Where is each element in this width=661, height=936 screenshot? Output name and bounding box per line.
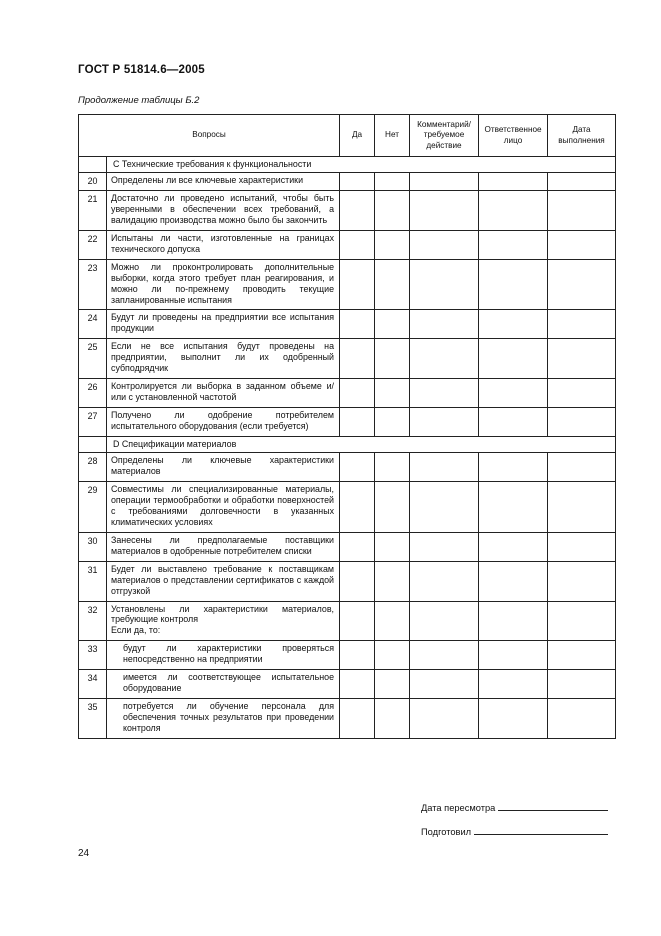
comment-cell (410, 481, 479, 532)
responsible-cell (479, 641, 548, 670)
table-row (79, 453, 616, 482)
answer-yes-cell (340, 532, 375, 561)
row-number: 26 (79, 379, 107, 408)
comment-cell (410, 641, 479, 670)
responsible-cell (479, 601, 548, 641)
answer-yes-cell (340, 670, 375, 699)
table-row (79, 310, 616, 339)
answer-no-cell (375, 670, 410, 699)
comment-cell (410, 670, 479, 699)
date-cell (548, 670, 616, 699)
responsible-cell (479, 379, 548, 408)
answer-yes-cell (340, 339, 375, 379)
table-row (79, 641, 616, 670)
comment-cell (410, 532, 479, 561)
question-text: Можно ли проконтролировать дополнительные выборки, когда этого требует план реагирования, и можно ли по-прежнему проводить текущие запланированные испытания (107, 259, 340, 310)
row-number: 21 (79, 190, 107, 230)
answer-yes-cell (340, 699, 375, 739)
prepared-by-label: Подготовил (421, 827, 472, 837)
answer-no-cell (375, 699, 410, 739)
document-title: ГОСТ Р 51814.6—2005 (78, 64, 205, 76)
question-text: Будут ли проведены на предприятии все испытания продукции (107, 310, 340, 339)
date-cell (548, 641, 616, 670)
responsible-cell (479, 481, 548, 532)
date-cell (548, 310, 616, 339)
section-row-c (79, 157, 616, 173)
question-text: Если не все испытания будут проведены на предприятии, выполнит ли их одобренный субподрядчик (107, 339, 340, 379)
answer-no-cell (375, 172, 410, 190)
question-text: будут ли характеристики проверяться непосредственно на предприятии (107, 641, 340, 670)
table-row (79, 670, 616, 699)
comment-cell (410, 408, 479, 437)
page-number: 24 (78, 848, 90, 859)
question-text: Будет ли выставлено требование к поставщикам материалов о представлении сертификатов с каждой отгрузкой (107, 561, 340, 601)
question-text: Определены ли ключевые характеристики материалов (107, 453, 340, 482)
table-row (79, 408, 616, 437)
row-number: 27 (79, 408, 107, 437)
date-cell (548, 172, 616, 190)
table-row (79, 259, 616, 310)
date-cell (548, 699, 616, 739)
table-row (79, 339, 616, 379)
answer-yes-cell (340, 190, 375, 230)
date-cell (548, 339, 616, 379)
date-cell (548, 230, 616, 259)
comment-cell (410, 190, 479, 230)
answer-no-cell (375, 379, 410, 408)
answer-no-cell (375, 561, 410, 601)
table-header-row (79, 115, 616, 157)
comment-cell (410, 379, 479, 408)
question-text: Контролируется ли выборка в заданном объеме и/или с установленной частотой (107, 379, 340, 408)
responsible-cell (479, 259, 548, 310)
answer-no-cell (375, 453, 410, 482)
question-text-main: Установлены ли характеристики материалов, требующие контроля (111, 603, 335, 625)
answer-yes-cell (340, 641, 375, 670)
comment-cell (410, 310, 479, 339)
section-title: С Технические требования к функциональности (107, 157, 616, 173)
answer-yes-cell (340, 172, 375, 190)
header-comment: Комментарий/ требуемое действие (410, 115, 479, 157)
section-row-d (79, 437, 616, 453)
answer-no-cell (375, 339, 410, 379)
checklist-table (78, 114, 616, 739)
date-cell (548, 190, 616, 230)
row-number: 23 (79, 259, 107, 310)
row-number: 31 (79, 561, 107, 601)
responsible-cell (479, 310, 548, 339)
responsible-cell (479, 561, 548, 601)
responsible-cell (479, 532, 548, 561)
header-yes: Да (340, 115, 375, 157)
row-number: 34 (79, 670, 107, 699)
responsible-cell (479, 408, 548, 437)
row-number: 35 (79, 699, 107, 739)
header-no: Нет (375, 115, 410, 157)
row-number (79, 157, 107, 173)
answer-no-cell (375, 641, 410, 670)
answer-yes-cell (340, 408, 375, 437)
answer-no-cell (375, 230, 410, 259)
row-number: 25 (79, 339, 107, 379)
row-number: 28 (79, 453, 107, 482)
table-row (79, 699, 616, 739)
comment-cell (410, 259, 479, 310)
question-text: Достаточно ли проведено испытаний, чтобы быть уверенными в обеспечении всех требований, а валидацию производства можно было бы закончить (107, 190, 340, 230)
answer-yes-cell (340, 259, 375, 310)
question-text: Получено ли одобрение потребителем испытательного оборудования (если требуется) (107, 408, 340, 437)
answer-yes-cell (340, 453, 375, 482)
question-text: потребуется ли обучение персонала для обеспечения точных результатов при проведении контроля (107, 699, 340, 739)
table-row (79, 190, 616, 230)
header-questions: Вопросы (79, 115, 340, 157)
comment-cell (410, 561, 479, 601)
row-number: 24 (79, 310, 107, 339)
question-text (107, 601, 340, 641)
date-cell (548, 259, 616, 310)
answer-no-cell (375, 532, 410, 561)
table-row (79, 379, 616, 408)
question-text-followup: Если да, то: (111, 625, 161, 636)
answer-no-cell (375, 481, 410, 532)
date-cell (548, 481, 616, 532)
answer-no-cell (375, 408, 410, 437)
row-number: 30 (79, 532, 107, 561)
row-number (79, 437, 107, 453)
date-cell (548, 408, 616, 437)
answer-no-cell (375, 259, 410, 310)
responsible-cell (479, 190, 548, 230)
date-cell (548, 379, 616, 408)
responsible-cell (479, 230, 548, 259)
table-row (79, 561, 616, 601)
comment-cell (410, 339, 479, 379)
row-number: 29 (79, 481, 107, 532)
question-text: имеется ли соответствующее испытательное оборудование (107, 670, 340, 699)
question-text: Совместимы ли специализированные материалы, операции термообработки и обработки поверхностей с требованиями долговечности в указанных климатических условиях (107, 481, 340, 532)
comment-cell (410, 230, 479, 259)
header-date: Дата выполнения (548, 115, 616, 157)
answer-no-cell (375, 601, 410, 641)
table-row (79, 481, 616, 532)
prepared-by-blank[interactable] (474, 824, 608, 835)
date-cell (548, 601, 616, 641)
date-cell (548, 561, 616, 601)
table-row (79, 230, 616, 259)
comment-cell (410, 172, 479, 190)
header-responsible: Ответственное лицо (479, 115, 548, 157)
question-text: Определены ли все ключевые характеристики (107, 172, 340, 190)
row-number: 20 (79, 172, 107, 190)
comment-cell (410, 699, 479, 739)
date-cell (548, 453, 616, 482)
comment-cell (410, 453, 479, 482)
responsible-cell (479, 453, 548, 482)
answer-yes-cell (340, 561, 375, 601)
row-number: 33 (79, 641, 107, 670)
revision-date-label: Дата пересмотра (421, 803, 496, 813)
date-cell (548, 532, 616, 561)
row-number: 22 (79, 230, 107, 259)
answer-no-cell (375, 310, 410, 339)
row-number: 32 (79, 601, 107, 641)
responsible-cell (479, 699, 548, 739)
answer-no-cell (375, 190, 410, 230)
responsible-cell (479, 670, 548, 699)
answer-yes-cell (340, 601, 375, 641)
revision-date-line (421, 800, 608, 813)
section-title: D Спецификации материалов (107, 437, 616, 453)
prepared-by-line (421, 824, 608, 837)
answer-yes-cell (340, 481, 375, 532)
answer-yes-cell (340, 310, 375, 339)
table-continuation-caption: Продолжение таблицы Б.2 (78, 95, 200, 106)
table-row (79, 601, 616, 641)
answer-yes-cell (340, 379, 375, 408)
question-text: Занесены ли предполагаемые поставщики материалов в одобренные потребителем списки (107, 532, 340, 561)
question-text: Испытаны ли части, изготовленные на границах технического допуска (107, 230, 340, 259)
comment-cell (410, 601, 479, 641)
responsible-cell (479, 172, 548, 190)
responsible-cell (479, 339, 548, 379)
revision-date-blank[interactable] (498, 800, 608, 811)
table-row (79, 172, 616, 190)
answer-yes-cell (340, 230, 375, 259)
table-row (79, 532, 616, 561)
